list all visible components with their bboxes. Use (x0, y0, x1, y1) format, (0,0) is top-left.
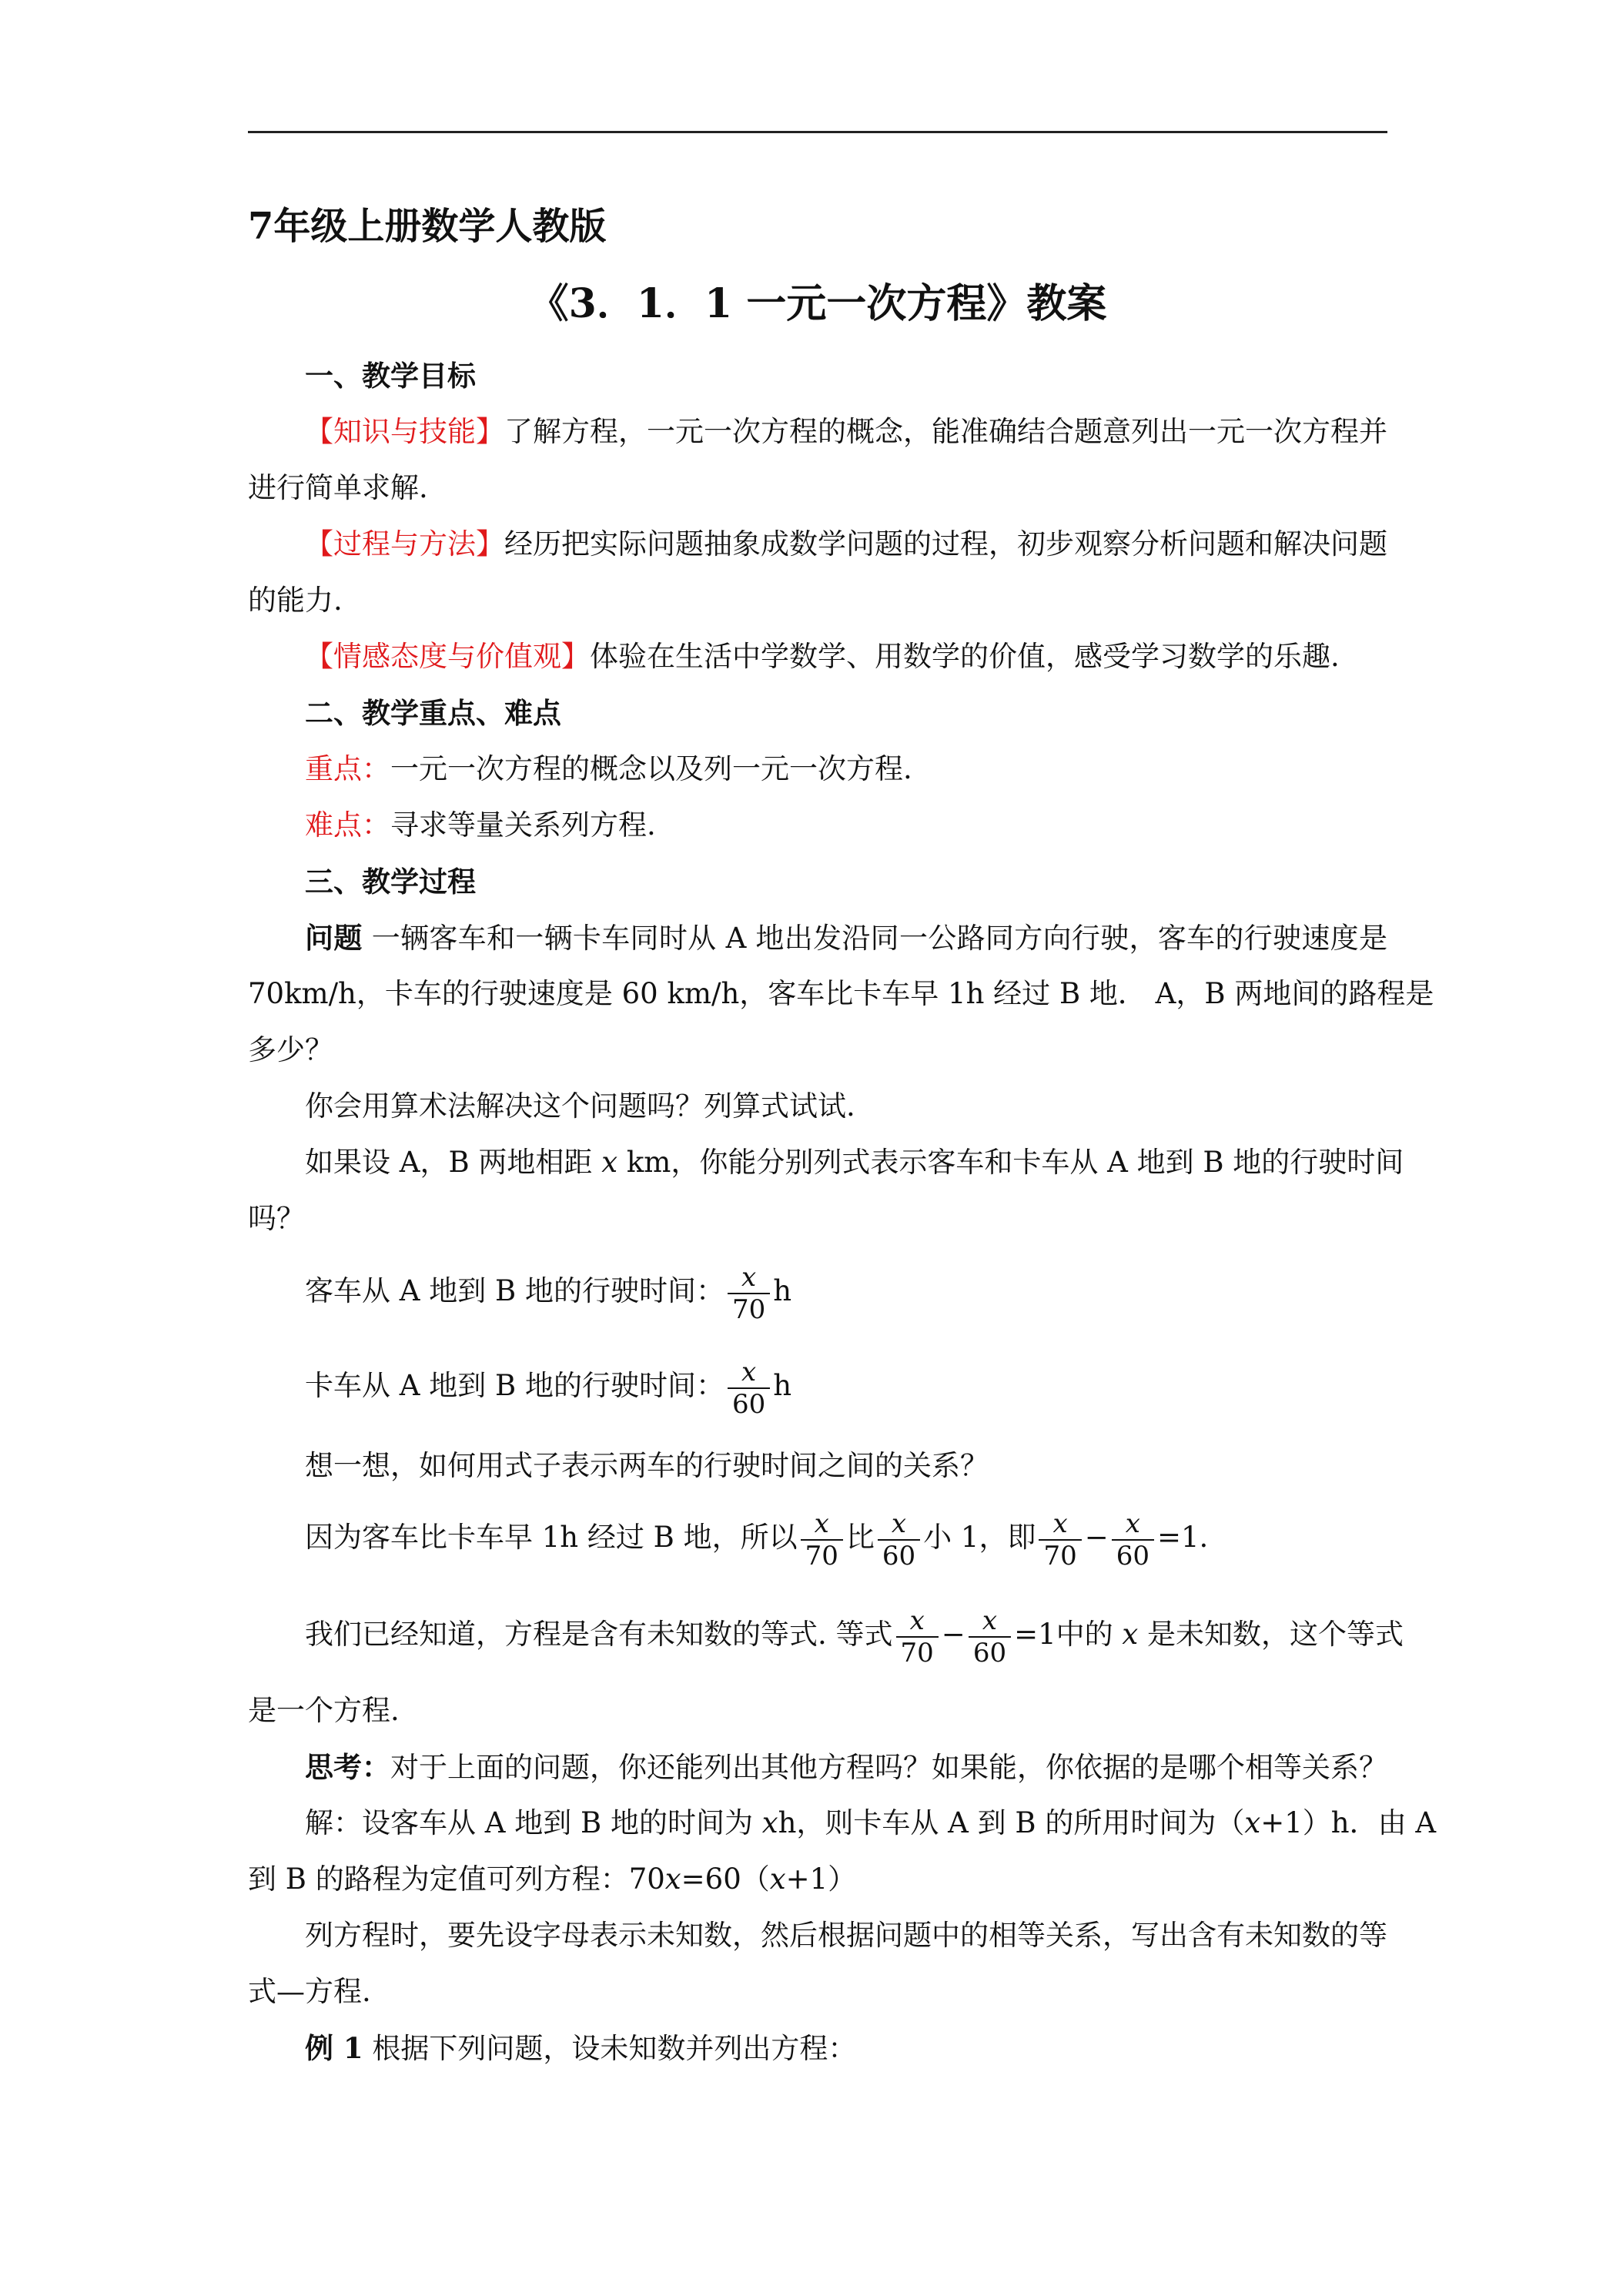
fraction-x-70: $\frac{x}{70}$ (801, 1508, 843, 1571)
fraction-x-60: $\frac{x}{60}$ (728, 1357, 770, 1420)
process-tag: 【过程与方法】 (305, 527, 504, 561)
process-line1: 【过程与方法】经历把实际问题抽象成数学问题的过程，初步观察分析问题和解决问题 (305, 527, 1387, 561)
method-line1: 列方程时，要先设字母表示未知数，然后根据问题中的相等关系，写出含有未知数的等 (305, 1919, 1387, 1952)
fraction-x-60: $\frac{x}{60}$ (878, 1508, 920, 1571)
process-line2: 的能力. (248, 584, 343, 617)
knowledge-tag: 【知识与技能】 (305, 415, 504, 448)
arithmetic-question: 你会用算术法解决这个问题吗？列算式试试. (305, 1089, 855, 1123)
difficulty-line: 难点：寻求等量关系列方程. (305, 808, 656, 842)
reflect-label: 思考： (305, 1750, 390, 1784)
reflect-line: 思考：对于上面的问题，你还能列出其他方程吗？如果能，你依据的是哪个相等关系？ (305, 1750, 1387, 1784)
problem-line3: 多少？ (248, 1033, 333, 1066)
equation-def-line2: 是一个方程. (248, 1694, 400, 1727)
header-rule (248, 131, 1387, 133)
page-title: 《3．1．1 一元一次方程》教案 (528, 280, 1107, 327)
section3-heading: 三、教学过程 (305, 865, 476, 899)
emotion-tag: 【情感态度与价值观】 (305, 640, 590, 673)
emotion-line: 【情感态度与价值观】体验在生活中学数学、用数学的价值，感受学习数学的乐趣. (305, 640, 1340, 673)
fraction-x-60: $\frac{x}{60}$ (1112, 1508, 1154, 1571)
assume-line2: 吗？ (248, 1202, 305, 1235)
problem-label: 问题 (305, 921, 363, 955)
section2-heading: 二、教学重点、难点 (305, 696, 561, 730)
solution-line2: 到 B 的路程为定值可列方程：70x=60（x+1） (248, 1863, 857, 1896)
example1-line: 例 1 根据下列问题，设未知数并列出方程： (305, 2031, 857, 2065)
example1-label: 例 1 (305, 2031, 363, 2065)
fraction-x-60: $\frac{x}{60}$ (969, 1605, 1011, 1668)
section1-heading: 一、教学目标 (305, 359, 476, 393)
grade-heading: 7年级上册数学人教版 (248, 205, 607, 248)
fraction-x-70: $\frac{x}{70}$ (896, 1605, 939, 1668)
assume-line1: 如果设 A，B 两地相距 x km，你能分别列式表示客车和卡车从 A 地到 B 地的行驶时间 (305, 1146, 1404, 1179)
problem-line1: 问题 一辆客车和一辆卡车同时从 A 地出发沿同一公路同方向行驶，客车的行驶速度是 (305, 921, 1387, 955)
knowledge-line1: 【知识与技能】了解方程，一元一次方程的概念，能准确结合题意列出一元一次方程并 (305, 415, 1387, 448)
fraction-x-70: $\frac{x}{70}$ (728, 1262, 770, 1325)
key-point-line: 重点：一元一次方程的概念以及列一元一次方程. (305, 752, 912, 785)
fraction-x-70: $\frac{x}{70}$ (1039, 1508, 1081, 1571)
truck-time-line: 卡车从 A 地到 B 地的行驶时间： $\frac{x}{60}$ h (305, 1356, 792, 1420)
problem-line2: 70km/h，卡车的行驶速度是 60 km/h，客车比卡车早 1h 经过 B 地． A，B 两地间的路程是 (248, 977, 1434, 1010)
method-line2: 式—方程. (248, 1975, 371, 2008)
difficulty-tag: 难点： (305, 808, 390, 842)
bus-time-line: 客车从 A 地到 B 地的行驶时间： $\frac{x}{70}$ h (305, 1261, 792, 1325)
because-line: 因为客车比卡车早 1h 经过 B 地，所以 $\frac{x}{70}$ 比 $\frac{x}{60}$ 小 1，即 $\frac{x}{70}$ − $\frac{x}{60}$ =1. (305, 1508, 1209, 1571)
knowledge-line2: 进行简单求解. (248, 471, 428, 504)
think-line: 想一想，如何用式子表示两车的行驶时间之间的关系？ (305, 1449, 989, 1482)
equation-def-line1: 我们已经知道，方程是含有未知数的等式. 等式 $\frac{x}{70}$ − $\frac{x}{60}$ =1中的 x 是未知数，这个等式 (305, 1605, 1404, 1668)
key-point-tag: 重点： (305, 752, 390, 785)
solution-line1: 解：设客车从 A 地到 B 地的时间为 xh，则卡车从 A 到 B 的所用时间为（x+1）h．由 A (305, 1806, 1437, 1839)
